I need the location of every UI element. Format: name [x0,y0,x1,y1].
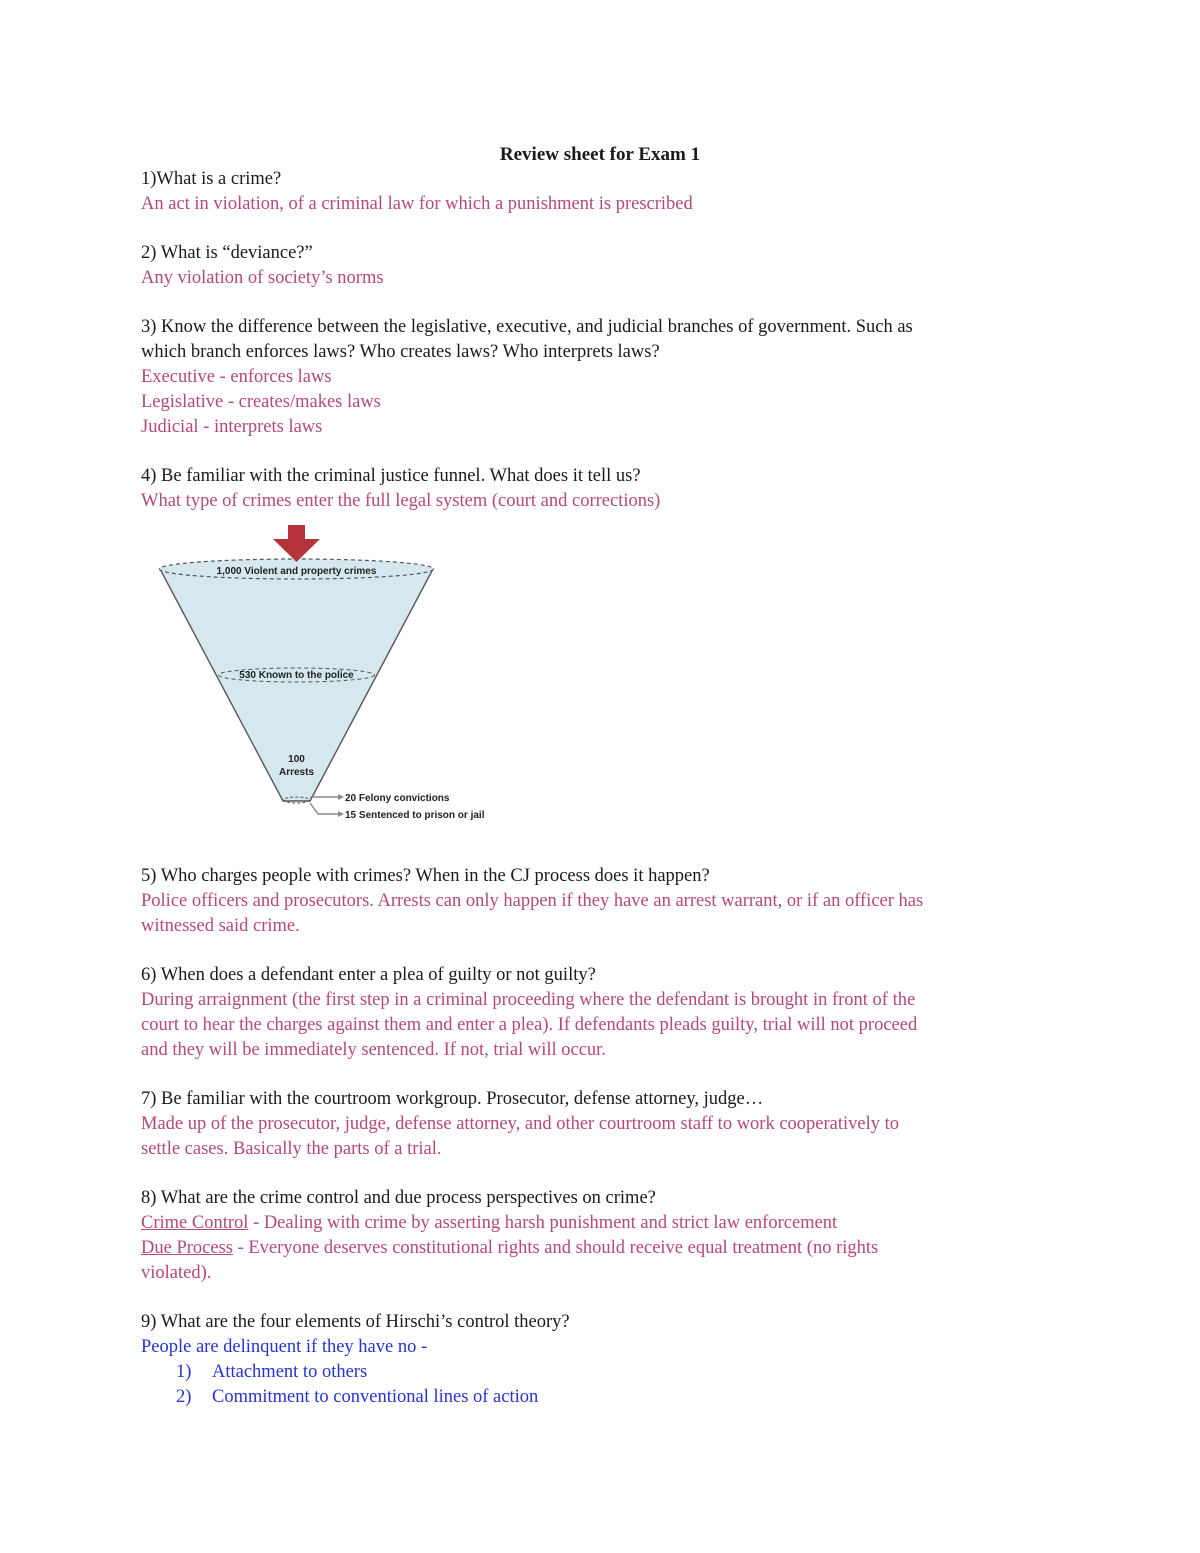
q7-question: 7) Be familiar with the courtroom workgroup. Prosecutor, defense attorney, judge… [141,1089,764,1109]
criminal-justice-funnel [150,525,495,825]
q7-answer-line2: settle cases. Basically the parts of a trial. [141,1139,442,1159]
q3-answer-legislative: Legislative - creates/makes laws [141,392,381,412]
funnel-mid-label: 530 Known to the police [239,670,354,681]
q4-question: 4) Be familiar with the criminal justice funnel. What does it tell us? [141,466,641,486]
list-item-number: 1) [176,1362,192,1382]
funnel-top-label: 1,000 Violent and property crimes [216,566,377,577]
q4-answer: What type of crimes enter the full legal system (court and corrections) [141,491,661,511]
funnel-out-arrowhead-2-icon [338,811,344,817]
q6-question: 6) When does a defendant enter a plea of guilty or not guilty? [141,965,596,985]
q8-question: 8) What are the crime control and due process perspectives on crime? [141,1188,656,1208]
due-process-term: Due Process [141,1238,233,1258]
q3-question-line2: which branch enforces laws? Who creates laws? Who interprets laws? [141,342,660,362]
q1-answer: An act in violation, of a criminal law for which a punishment is prescribed [141,194,693,214]
q1-question: 1)What is a crime? [141,169,282,189]
q3-question-line1: 3) Know the difference between the legislative, executive, and judicial branches of government. Such as [141,317,913,337]
q6-answer-line1: During arraignment (the first step in a criminal proceeding where the defendant is brought in front of the [141,990,916,1010]
q2-question: 2) What is “deviance?” [141,243,313,263]
q6-answer-line3: and they will be immediately sentenced. If not, trial will occur. [141,1040,606,1060]
crime-control-term: Crime Control [141,1213,249,1233]
q8-due-process [141,1236,878,1261]
crime-control-definition: - Dealing with crime by asserting harsh punishment and strict law enforcement [248,1213,838,1233]
list-item-number: 2) [176,1387,192,1407]
funnel-bottom-label-number: 100 [288,754,305,765]
q5-answer-line1: Police officers and prosecutors. Arrests can only happen if they have an arrest warrant, or if an officer has [141,891,924,911]
funnel-out-label-sentenced: 15 Sentenced to prison or jail [345,810,485,821]
due-process-definition: - Everyone deserves constitutional rights and should receive equal treatment (no rights [232,1238,879,1258]
q8-due-process-line2: violated). [141,1263,212,1283]
q2-answer: Any violation of society’s norms [141,268,384,288]
funnel-bottom-label-text: Arrests [278,767,315,778]
document-title: Review sheet for Exam 1 [499,144,701,165]
funnel-out-arrowhead-1-icon [338,794,344,800]
funnel-out-label-convictions: 20 Felony convictions [345,793,450,804]
q7-answer-line1: Made up of the prosecutor, judge, defense attorney, and other courtroom staff to work cooperatively to [141,1114,900,1134]
q5-answer-line2: witnessed said crime. [141,916,300,936]
q3-answer-executive: Executive - enforces laws [141,367,332,387]
list-item-text: Commitment to conventional lines of action [212,1387,539,1407]
q5-question: 5) Who charges people with crimes? When in the CJ process does it happen? [141,866,710,886]
list-item-text: Attachment to others [212,1362,368,1382]
q9-question: 9) What are the four elements of Hirschi’s control theory? [141,1312,570,1332]
q6-answer-line2: court to hear the charges against them and enter a plea). If defendants pleads guilty, trial will not proceed [141,1015,918,1035]
q8-crime-control [141,1211,837,1236]
funnel-out-arrow-2-icon [310,803,338,814]
q9-intro: People are delinquent if they have no - [141,1337,428,1357]
funnel-down-arrow-icon [273,525,320,562]
q3-answer-judicial: Judicial - interprets laws [141,417,323,437]
